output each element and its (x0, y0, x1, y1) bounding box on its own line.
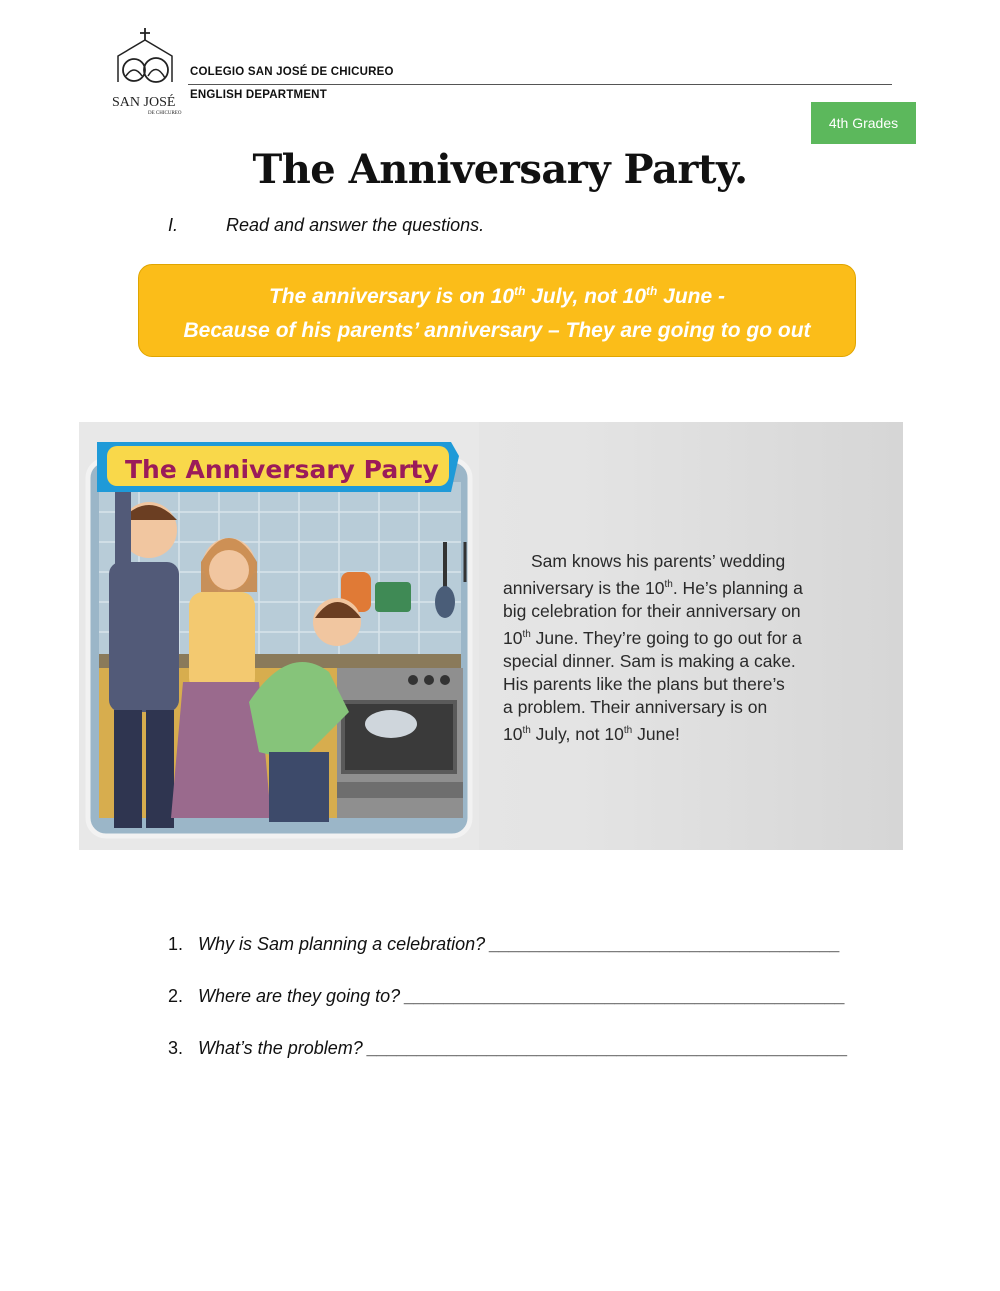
answer-sup: th (646, 283, 658, 298)
illustration-banner: The Anniversary Party (125, 455, 439, 484)
story-text (503, 550, 883, 745)
story-fragment: . He’s planning a (672, 577, 803, 598)
story-line: His parents like the plans but there’s (503, 673, 785, 694)
school-name: COLEGIO SAN JOSÉ DE CHICUREO (190, 66, 394, 78)
question-text: Where are they going to? ____________________________________________ (198, 986, 846, 1006)
page-title: The Anniversary Party. (252, 146, 748, 193)
answer-line-1 (139, 274, 855, 314)
question-item[interactable] (168, 1038, 868, 1090)
answer-text: July, not 10 (525, 284, 646, 308)
story-fragment: July, not 10 (530, 723, 624, 744)
story-sup: th (522, 628, 531, 640)
question-item[interactable] (168, 986, 868, 1038)
letterhead (108, 26, 892, 118)
story-line (503, 573, 883, 600)
question-text: Why is Sam planning a celebration? ___________________________________ (198, 934, 841, 954)
logo-text: SAN JOSÉ (112, 95, 176, 110)
story-fragment: 10 (503, 627, 523, 648)
question-item[interactable] (168, 934, 868, 986)
answer-line-2: Because of his parents’ anniversary – They are going to go out (183, 318, 811, 342)
story-fragment: 10 (503, 723, 523, 744)
answer-box (138, 264, 856, 357)
story-fragment: June. They’re going to go out for a (530, 627, 802, 648)
story-sup: th (664, 579, 673, 590)
story-line (503, 623, 883, 650)
question-number: 1. (168, 934, 184, 954)
kitchen-illustration (79, 422, 479, 850)
story-line (503, 719, 883, 746)
header-divider (188, 84, 892, 85)
logo-subtext: DE CHICUREO (148, 111, 182, 116)
instruction-number: I. (168, 215, 179, 235)
instruction-text: Read and answer the questions. (226, 215, 485, 235)
question-text: What’s the problem? ________________________________________________ (198, 1038, 849, 1058)
textbook-photo (79, 422, 903, 850)
school-logo (108, 26, 182, 116)
story-line: a problem. Their anniversary is on (503, 696, 768, 717)
story-line: special dinner. Sam is making a cake. (503, 650, 796, 671)
question-list (168, 934, 868, 1090)
story-line: Sam knows his parents’ wedding (531, 551, 786, 571)
question-number: 3. (168, 1038, 184, 1058)
story-sup: th (623, 724, 633, 736)
department-name: ENGLISH DEPARTMENT (190, 89, 327, 101)
answer-text: June - (657, 284, 726, 308)
instruction (168, 215, 484, 236)
story-fragment: anniversary is the 10 (503, 577, 665, 598)
answer-sup: th (514, 283, 526, 298)
answer-text: The anniversary is on 10 (268, 284, 515, 308)
story-line: big celebration for their anniversary on (503, 600, 801, 621)
story-fragment: June! (632, 723, 680, 744)
grade-badge: 4th Grades (811, 102, 916, 144)
story-sup: th (522, 724, 531, 736)
question-number: 2. (168, 986, 184, 1006)
